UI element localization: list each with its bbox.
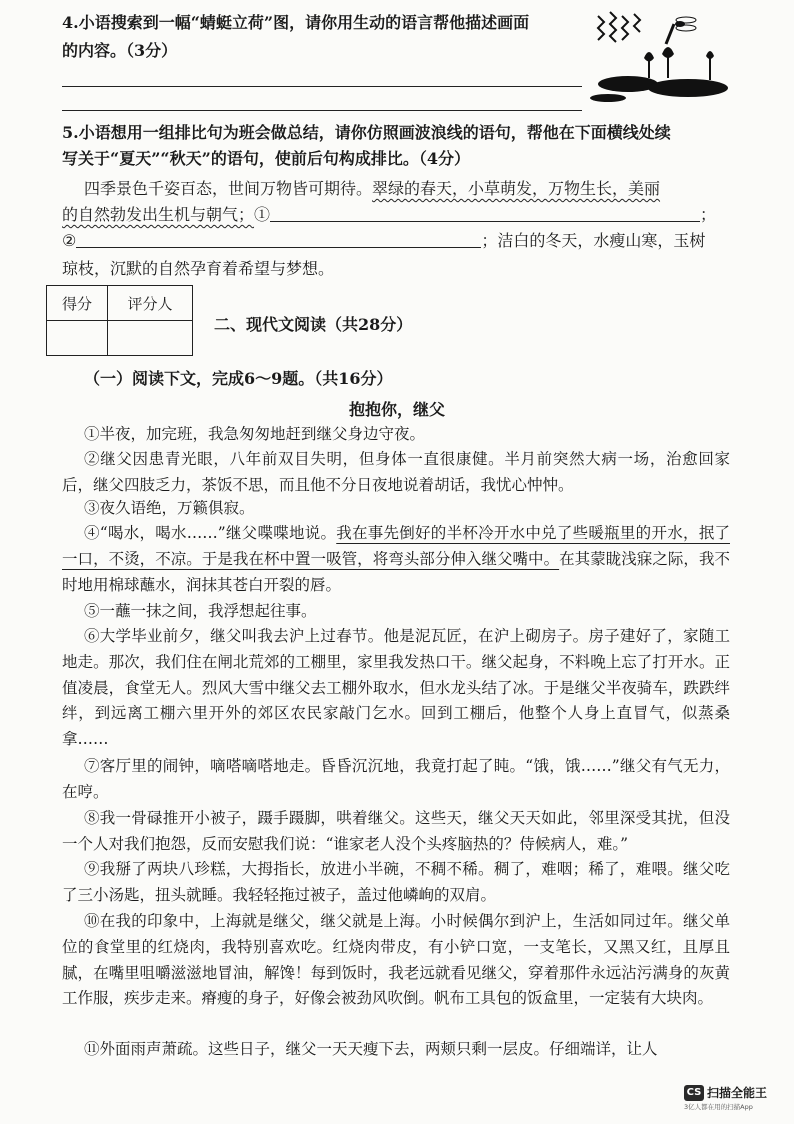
paragraph-4-underlined: 我在事先倒好的半杯冷开水中兑了些暖瓶里的开水，抿了一口，不烫，不凉。于是我在杯中置一吸管，将弯头部分伸入继父嘴中。 <box>62 524 730 568</box>
q5-line2: 写关于“夏天”“秋天”的语句，使前后句构成排比。（4分） <box>62 149 470 168</box>
semicolon: ； <box>700 205 717 224</box>
paragraph-2: ②继父因患青光眼，八年前双目失明，但身体一直很康健。半月前突然大病一场，治愈回家后，继父四肢乏力，茶饭不思，而且他不分日夜地说着胡话，我忧心忡忡。 <box>62 450 730 494</box>
q5-tail-text-1: ；洁白的冬天，水瘦山寒，玉树 <box>481 231 706 250</box>
paragraph-4 <box>62 521 730 598</box>
scanner-logo <box>684 1082 767 1111</box>
answer-line-1 <box>62 86 582 87</box>
q4-line2: 的内容。（3分） <box>62 41 178 60</box>
q4-line1: 4.小语搜索到一幅“蜻蜓立荷”图，请你用生动的语言帮他描述画面 <box>62 13 530 32</box>
paragraph-8: ⑧我一骨碌推开小被子，蹑手蹑脚，哄着继父。这些天，继父天天如此，邻里深受其扰，但没一个人对我们抱怨，反而安慰我们说：“谁家老人没个头疼脑热的？侍候病人，难。” <box>62 809 730 853</box>
dragonfly-lotus-illustration <box>588 6 738 106</box>
q5-example-line3 <box>62 230 705 252</box>
q5-line1: 5.小语想用一组排比句为班会做总结，请你仿照画波浪线的语句，帮他在下面横线处续 <box>62 123 671 142</box>
paragraph-1: ①半夜，加完班，我急匆匆地赶到继父身边守夜。 <box>84 425 426 443</box>
paragraph-5: ⑤一蘸一抹之间，我浮想起往事。 <box>84 602 317 620</box>
paragraph-4-start: ④“喝水，喝水……”继父喋喋地说。 <box>84 524 337 542</box>
paragraph-4-end: 在其蒙眬浅寐之际，我不时地用棉球蘸水，润抹其苍白开裂的唇。 <box>62 549 730 594</box>
q5-wavy-text-1: 翠绿的春天，小草萌发，万物生长，美丽 <box>372 179 661 198</box>
paragraph-10: ⑩在我的印象中，上海就是继父，继父就是上海。小时候偶尔到沪上，生活如同过年。继父单位的食堂里的红烧肉，我特别喜欢吃。红烧肉带皮，有小铲口宽，一支笔长，又黑又红，且厚且腻，在嘴里咀嚼滋滋地冒油，解馋！每到饭时，我老远就看见继父，穿着那件永远沾污满身的灰黄工作服，疾步走来。瘠瘦的身子，好像会被劲风吹倒。帆布工具包的饭盒里，一定装有大块肉。 <box>62 912 730 1008</box>
article-title: 抱抱你，继父 <box>348 400 445 419</box>
paragraph-7: ⑦客厅里的闹钟，嘀嗒嘀嗒地走。昏昏沉沉地，我竟打起了盹。“饿，饿……”继父有气无力，在哼。 <box>62 757 730 801</box>
section-title: 二、现代文阅读（共28分） <box>214 315 413 334</box>
blank-mark-1: ① <box>254 205 271 224</box>
q5-example-line1 <box>84 178 660 200</box>
q5-tail-text-2: 琼枝，沉默的自然孕育着希望与梦想。 <box>62 259 335 278</box>
answer-line-2 <box>62 110 582 111</box>
paragraph-6: ⑥大学毕业前夕，继父叫我去沪上过春节。他是泥瓦匠，在沪上砌房子。房子建好了，家随工地走。那次，我们住在闸北荒郊的工棚里，家里我发热口干。继父起身，不料晚上忘了打开水。正值凌晨，食堂无人。烈风大雪中继父去工棚外取水，但水龙头结了冰。于是继父半夜骑车，跌跌绊绊，到远离工棚六里开外的郊区农民家敲门乞水。回到工棚后，他整个人身上直冒气，似蒸桑拿…… <box>62 627 730 749</box>
grader-header: 评分人 <box>108 286 193 321</box>
paragraph-9: ⑨我掰了两块八珍糕，大拇指长，放进小半碗，不稠不稀。稠了，难咽；稀了，难喂。继父吃了三小汤匙，扭头就睡。我轻轻拖过被子，盖过他嶙峋的双肩。 <box>62 860 730 904</box>
q5-example-line2 <box>62 204 716 226</box>
score-table <box>46 285 193 356</box>
q5-example-text: 四季景色千姿百态，世间万物皆可期待。 <box>84 179 373 198</box>
score-cell[interactable] <box>47 321 108 356</box>
score-header: 得分 <box>47 286 108 321</box>
fill-blank-autumn[interactable] <box>76 231 481 248</box>
fill-blank-summer[interactable] <box>270 205 700 222</box>
q5-wavy-text-2: 的自然勃发出生机与朝气； <box>62 205 255 224</box>
part1-title: （一）阅读下文，完成6～9题。（共16分） <box>84 369 393 388</box>
paragraph-11: ⑪外面雨声萧疏。这些日子，继父一天天瘦下去，两颊只剩一层皮。仔细端详，让人 <box>84 1040 658 1058</box>
blank-mark-2: ② <box>62 231 77 250</box>
paragraph-3: ③夜久语绝，万籁俱寂。 <box>84 499 255 517</box>
scanner-brand: 扫描全能王 <box>707 1086 768 1100</box>
camscanner-icon: CS <box>684 1085 704 1101</box>
grader-cell[interactable] <box>108 321 193 356</box>
scanner-tagline: 3亿人都在用的扫描App <box>684 1103 753 1111</box>
